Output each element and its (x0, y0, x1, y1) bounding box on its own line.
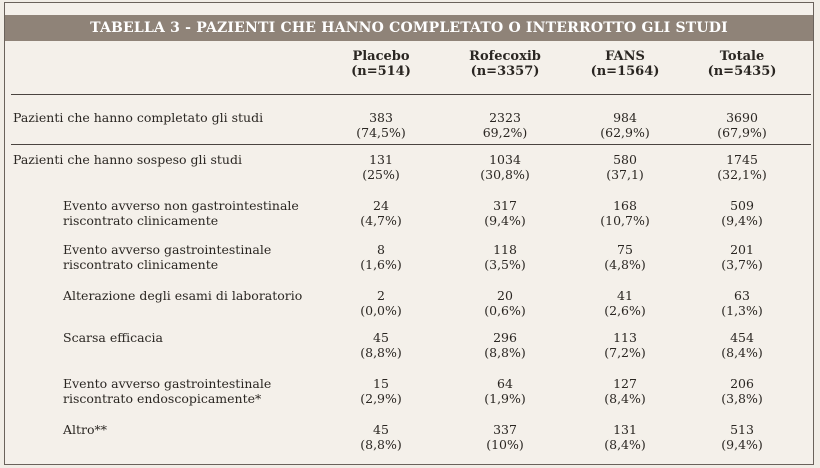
cell-value: 296 (493, 330, 517, 345)
cell-value: 337 (493, 422, 517, 437)
row-label-line: Altro** (63, 422, 108, 437)
table-title-bar (5, 15, 813, 41)
cell-percent: (7,2%) (604, 345, 646, 360)
table-cell (565, 110, 685, 140)
cell-percent: (3,7%) (721, 257, 763, 272)
row-label (63, 422, 107, 437)
cell-value: 984 (613, 110, 637, 125)
column-header-name: FANS (605, 49, 645, 64)
cell-percent: (2,6%) (604, 303, 646, 318)
cell-percent: (32,1%) (717, 167, 767, 182)
row-label (13, 152, 242, 167)
table-cell (321, 152, 441, 182)
cell-value: 513 (730, 422, 754, 437)
cell-percent: (8,4%) (604, 437, 646, 452)
table-cell (445, 330, 565, 360)
cell-percent: (8,4%) (721, 345, 763, 360)
column-header-count: (n=1564) (590, 64, 660, 79)
cell-value: 131 (369, 152, 393, 167)
table-frame (4, 2, 814, 465)
cell-value: 580 (613, 152, 637, 167)
cell-value: 206 (730, 376, 754, 391)
cell-percent: (4,7%) (360, 213, 402, 228)
table-cell (445, 422, 565, 452)
row-label-line: Scarsa efficacia (63, 330, 164, 345)
table-cell (321, 330, 441, 360)
cell-percent: (3,8%) (721, 391, 763, 406)
table-cell (445, 198, 565, 228)
cell-value: 45 (373, 330, 389, 345)
cell-value: 2323 (489, 110, 521, 125)
table-cell (682, 422, 802, 452)
column-header-placebo (321, 49, 441, 79)
cell-value: 113 (613, 330, 637, 345)
table-cell (565, 422, 685, 452)
cell-value: 118 (493, 242, 517, 257)
cell-value: 1745 (726, 152, 758, 167)
cell-percent: (1,6%) (360, 257, 402, 272)
cell-value: 454 (730, 330, 754, 345)
cell-value: 509 (730, 198, 754, 213)
table-cell (565, 242, 685, 272)
table-cell (321, 110, 441, 140)
cell-percent: (9,4%) (721, 437, 763, 452)
row-label-line: riscontrato clinicamente (63, 257, 219, 272)
column-header-fans (565, 49, 685, 79)
column-header-totale (682, 49, 802, 79)
cell-percent: (0,0%) (360, 303, 402, 318)
column-header-count: (n=5435) (707, 64, 777, 79)
row-label-line: Pazienti che hanno completato gli studi (13, 110, 264, 125)
table-cell (565, 330, 685, 360)
cell-percent: (8,8%) (360, 345, 402, 360)
cell-value: 383 (369, 110, 393, 125)
cell-value: 317 (493, 198, 517, 213)
row-label (63, 198, 299, 228)
cell-percent: 69,2%) (482, 125, 528, 140)
cell-percent: (0,6%) (484, 303, 526, 318)
table-cell (445, 376, 565, 406)
column-header-name: Placebo (352, 49, 410, 64)
cell-percent: (8,4%) (604, 391, 646, 406)
cell-percent: (4,8%) (604, 257, 646, 272)
table-cell (565, 198, 685, 228)
row-label (63, 376, 271, 406)
table-cell (445, 152, 565, 182)
table-cell (321, 242, 441, 272)
table-rule (11, 94, 811, 95)
cell-value: 201 (730, 242, 754, 257)
cell-value: 24 (373, 198, 389, 213)
cell-percent: (30,8%) (480, 167, 530, 182)
cell-value: 41 (617, 288, 633, 303)
column-header-count: (n=3357) (470, 64, 540, 79)
cell-percent: (10,7%) (600, 213, 650, 228)
cell-value: 1034 (489, 152, 521, 167)
row-label-line: riscontrato clinicamente (63, 213, 219, 228)
table-rule (11, 144, 811, 145)
row-label (13, 110, 263, 125)
row-label-line: Evento avverso gastrointestinale (63, 242, 272, 257)
cell-value: 3690 (726, 110, 758, 125)
cell-percent: (8,8%) (360, 437, 402, 452)
table-cell (565, 288, 685, 318)
row-label (63, 242, 271, 272)
cell-percent: (74,5%) (356, 125, 406, 140)
cell-percent: (25%) (362, 167, 400, 182)
column-header-count: (n=514) (351, 64, 411, 79)
table-cell (321, 198, 441, 228)
cell-value: 75 (617, 242, 633, 257)
cell-percent: (8,8%) (484, 345, 526, 360)
cell-percent: (67,9%) (717, 125, 767, 140)
cell-percent: (1,9%) (484, 391, 526, 406)
cell-percent: (9,4%) (484, 213, 526, 228)
cell-value: 64 (497, 376, 513, 391)
table-cell (682, 242, 802, 272)
table-cell (445, 288, 565, 318)
column-header-rofecoxib (445, 49, 565, 79)
cell-percent: (2,9%) (360, 391, 402, 406)
cell-value: 20 (497, 288, 513, 303)
table-cell (565, 376, 685, 406)
table-cell (682, 152, 802, 182)
column-header-name: Rofecoxib (469, 49, 541, 64)
table-cell (682, 330, 802, 360)
cell-percent: (62,9%) (600, 125, 650, 140)
row-label-line: Evento avverso non gastrointestinale (63, 198, 299, 213)
table-cell (445, 110, 565, 140)
cell-value: 131 (613, 422, 637, 437)
table-cell (321, 376, 441, 406)
row-label-line: Evento avverso gastrointestinale (63, 376, 272, 391)
row-label (63, 288, 302, 303)
cell-value: 45 (373, 422, 389, 437)
cell-percent: (1,3%) (721, 303, 763, 318)
cell-value: 15 (373, 376, 389, 391)
table-cell (682, 110, 802, 140)
table-title: TABELLA 3 - PAZIENTI CHE HANNO COMPLETATO O INTERROTTO GLI STUDI (90, 20, 728, 36)
table-cell (682, 198, 802, 228)
cell-value: 168 (613, 198, 637, 213)
cell-value: 63 (734, 288, 750, 303)
column-header-name: Totale (719, 49, 765, 64)
cell-percent: (9,4%) (721, 213, 763, 228)
cell-value: 2 (377, 288, 385, 303)
table-cell (682, 376, 802, 406)
row-label-line: riscontrato endoscopicamente* (63, 391, 262, 406)
table-cell (445, 242, 565, 272)
cell-percent: (10%) (486, 437, 524, 452)
cell-value: 8 (377, 242, 385, 257)
table-cell (682, 288, 802, 318)
row-label (63, 330, 163, 345)
row-label-line: Alterazione degli esami di laboratorio (63, 288, 303, 303)
table-cell (565, 152, 685, 182)
cell-value: 127 (613, 376, 637, 391)
table-cell (321, 422, 441, 452)
cell-percent: (37,1) (606, 167, 644, 182)
row-label-line: Pazienti che hanno sospeso gli studi (13, 152, 242, 167)
table-cell (321, 288, 441, 318)
cell-percent: (3,5%) (484, 257, 526, 272)
